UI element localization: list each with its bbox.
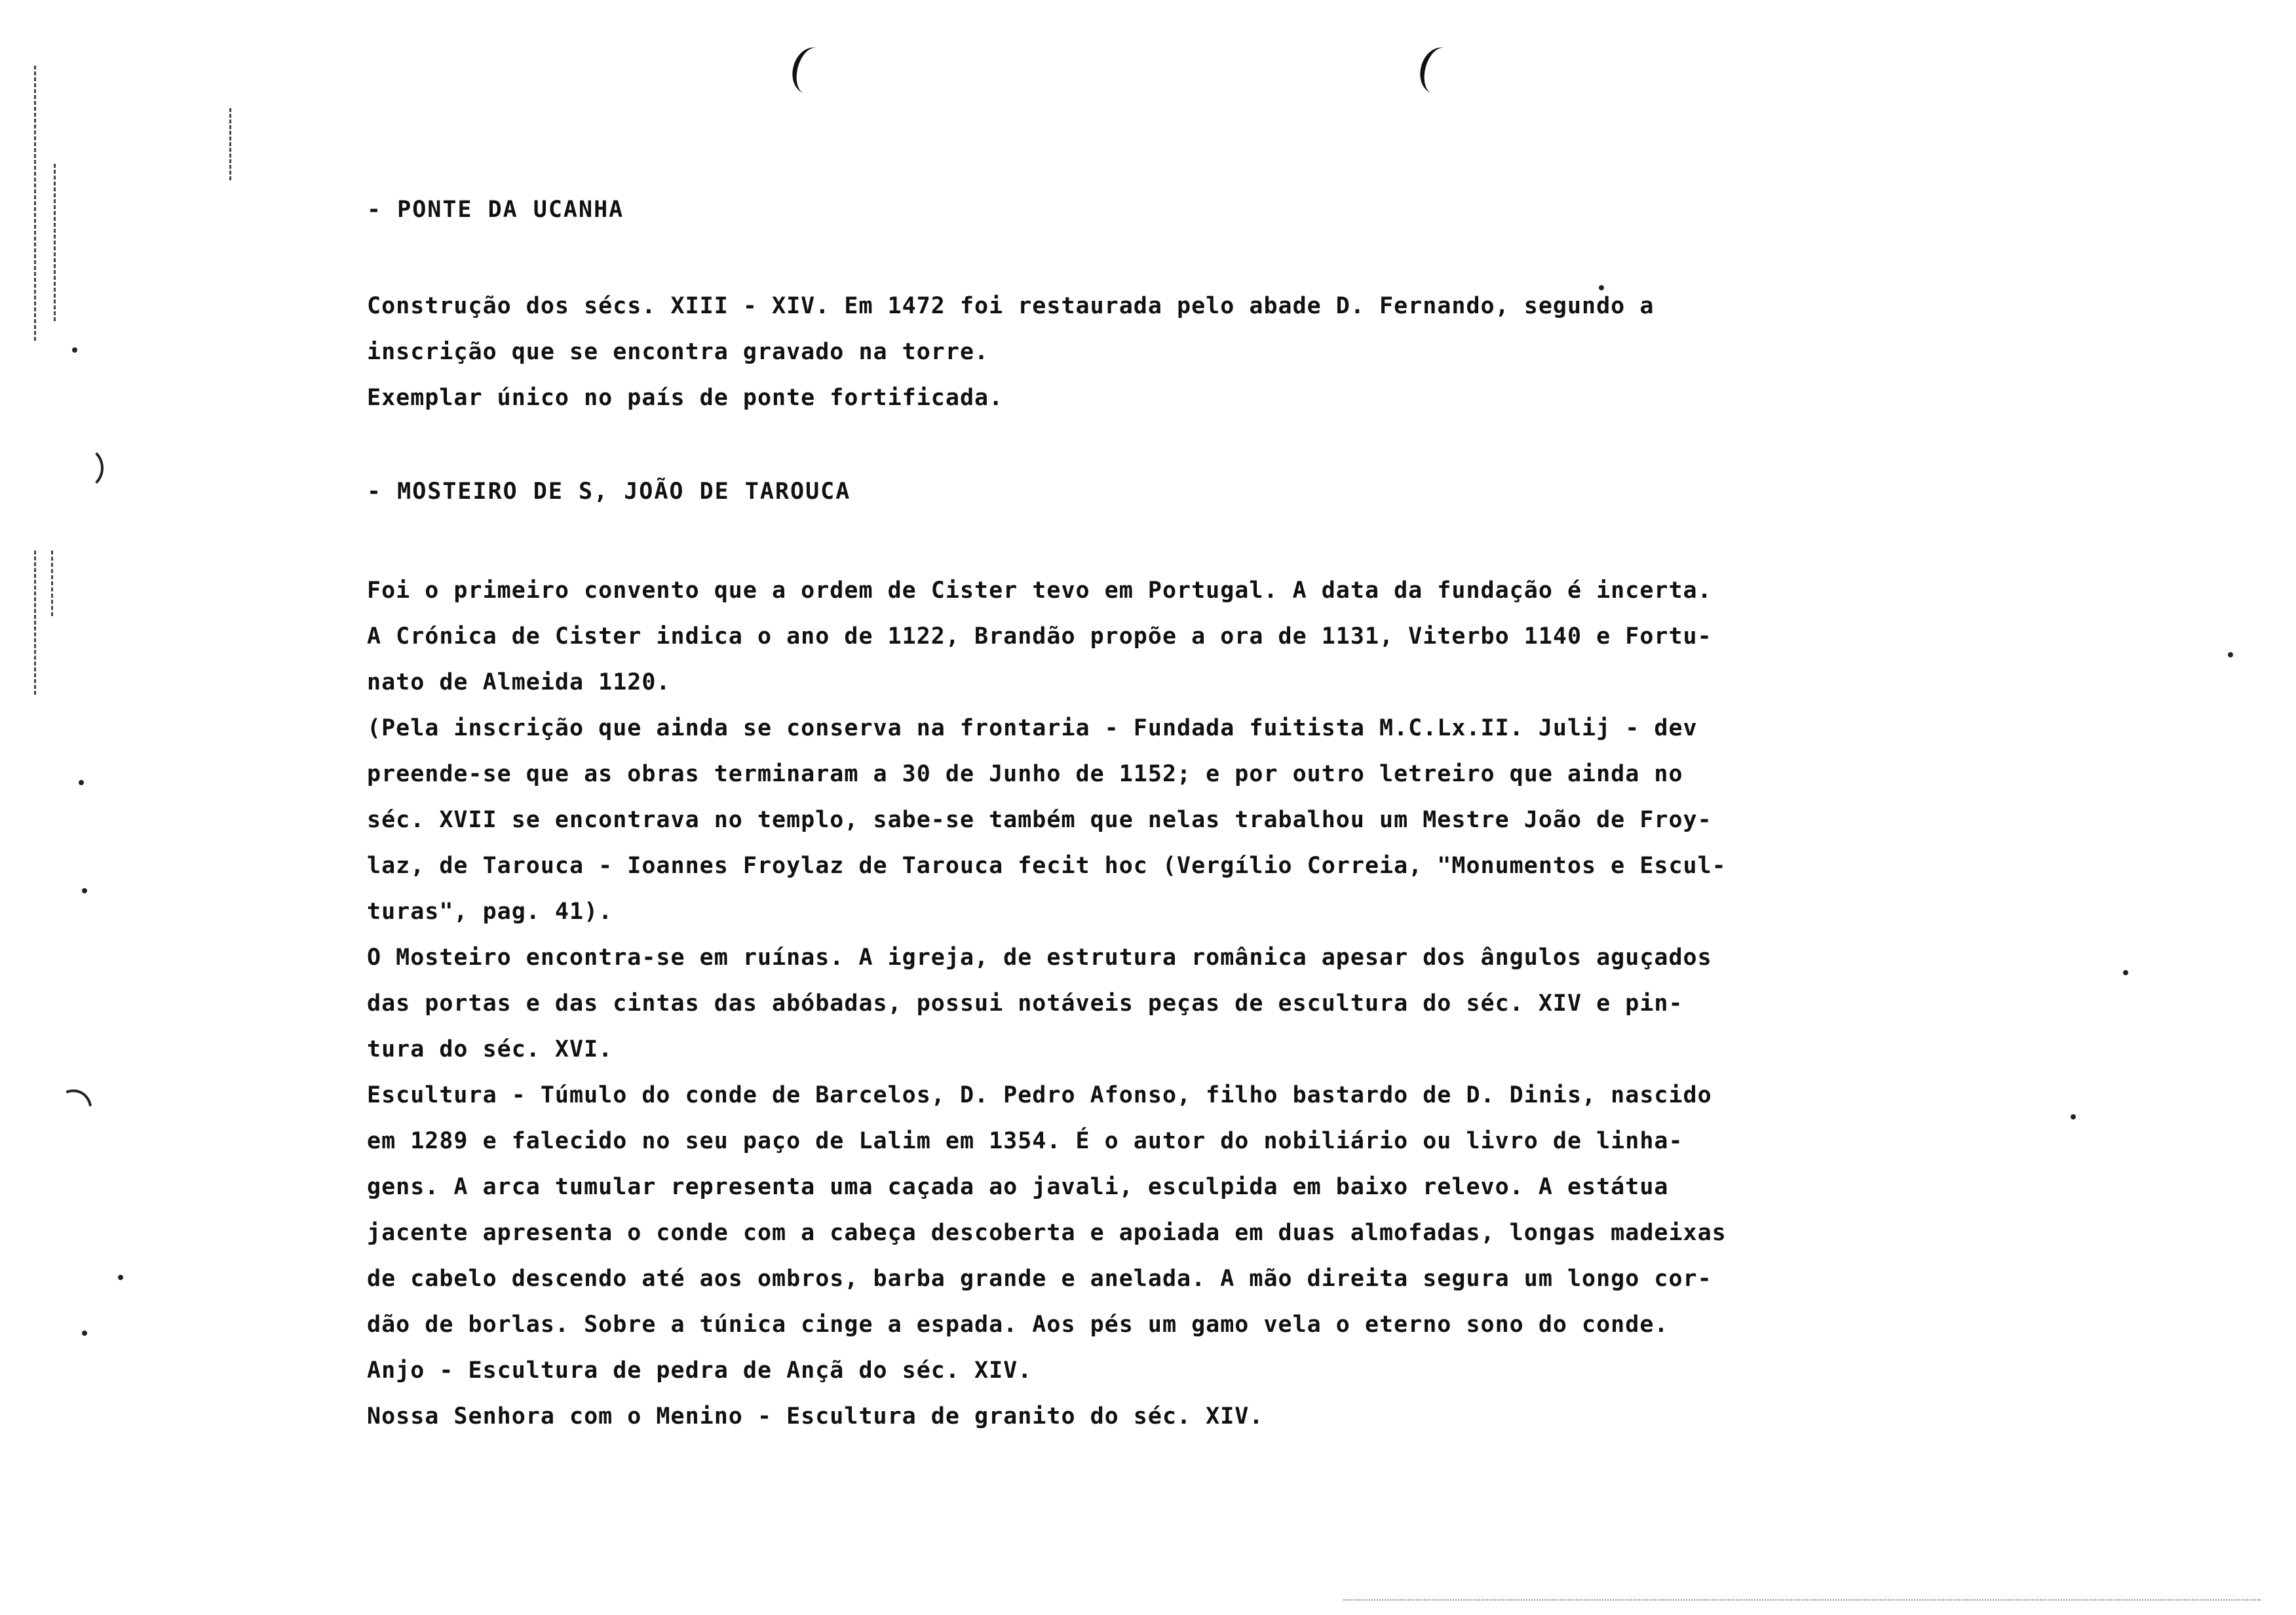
section-heading-ponte-da-ucanha: - PONTE DA UCANHA: [367, 197, 624, 223]
section-body-ponte-da-ucanha: [367, 283, 1953, 421]
text-line: turas", pag. 41).: [367, 899, 613, 925]
text-line: Foi o primeiro convento que a ordem de Cister tevo em Portugal. A data da fundação é incerta.: [367, 577, 1712, 604]
binding-line: [51, 551, 53, 616]
binding-line: [54, 164, 56, 321]
document-body: [367, 190, 1953, 1439]
binding-line: [34, 66, 36, 341]
text-line: Escultura - Túmulo do conde de Barcelos, D. Pedro Afonso, filho bastardo de D. Dinis, nascido: [367, 1082, 1712, 1108]
text-line: (Pela inscrição que ainda se conserva na frontaria - Fundada fuitista M.C.Lx.II. Julij - dev: [367, 715, 1698, 741]
section-body-mosteiro-tarouca: [367, 568, 1953, 1439]
scan-mark: [59, 446, 104, 490]
text-line: Construção dos sécs. XIII - XIV. Em 1472 foi restaurada pelo abade D. Fernando, segundo a: [367, 293, 1655, 319]
binding-line: [229, 108, 231, 180]
scan-speck: [118, 1275, 123, 1280]
text-line: nato de Almeida 1120.: [367, 669, 671, 695]
scan-speck: [2228, 652, 2233, 657]
scan-speck: [79, 780, 84, 785]
text-line: séc. XVII se encontrava no templo, sabe-se também que nelas trabalhou um Mestre João de Froy-: [367, 807, 1712, 833]
punch-hole-mark: [1415, 43, 1463, 98]
text-line: jacente apresenta o conde com a cabeça descoberta e apoiada em duas almofadas, longas madeixas: [367, 1220, 1727, 1246]
section-heading-mosteiro-tarouca: - MOSTEIRO DE S, JOÃO DE TAROUCA: [367, 478, 851, 505]
text-line: tura do séc. XVI.: [367, 1036, 613, 1062]
scan-speck: [72, 347, 77, 353]
text-line: dão de borlas. Sobre a túnica cinge a espada. Aos pés um gamo vela o eterno sono do conde.: [367, 1312, 1669, 1338]
text-line: preende-se que as obras terminaram a 30 de Junho de 1152; e por outro letreiro que ainda no: [367, 761, 1683, 787]
scan-speck: [2071, 1114, 2076, 1119]
punch-hole-mark: [788, 43, 835, 98]
text-line: das portas e das cintas das abóbadas, possui notáveis peças de escultura do séc. XIV e pin-: [367, 990, 1683, 1017]
scan-speck: [82, 1331, 87, 1336]
text-line: gens. A arca tumular representa uma caçada ao javali, esculpida em baixo relevo. A estátua: [367, 1174, 1669, 1200]
text-line: inscrição que se encontra gravado na torre.: [367, 339, 989, 365]
scan-speck: [2123, 970, 2128, 975]
text-line: Nossa Senhora com o Menino - Escultura de granito do séc. XIV.: [367, 1403, 1264, 1430]
text-line: Exemplar único no país de ponte fortificada.: [367, 385, 1004, 411]
text-line: em 1289 e falecido no seu paço de Lalim em 1354. É o autor do nobiliário ou livro de linha-: [367, 1128, 1683, 1154]
scan-speck: [82, 888, 87, 893]
text-line: Anjo - Escultura de pedra de Ançã do séc. XIV.: [367, 1357, 1033, 1384]
scan-mark: [35, 1081, 102, 1153]
margin-artifacts: [0, 0, 157, 1615]
text-line: O Mosteiro encontra-se em ruínas. A igreja, de estrutura românica apesar dos ângulos aguçados: [367, 944, 1712, 971]
text-line: laz, de Tarouca - Ioannes Froylaz de Tarouca fecit hoc (Vergílio Correia, "Monumentos e Escul-: [367, 853, 1727, 879]
binding-line: [34, 551, 36, 695]
text-line: A Crónica de Cister indica o ano de 1122, Brandão propõe a ora de 1131, Viterbo 1140 e Fortu-: [367, 623, 1712, 650]
bottom-scan-line: [1343, 1599, 2261, 1601]
text-line: de cabelo descendo até aos ombros, barba grande e anelada. A mão direita segura um longo cor-: [367, 1266, 1712, 1292]
